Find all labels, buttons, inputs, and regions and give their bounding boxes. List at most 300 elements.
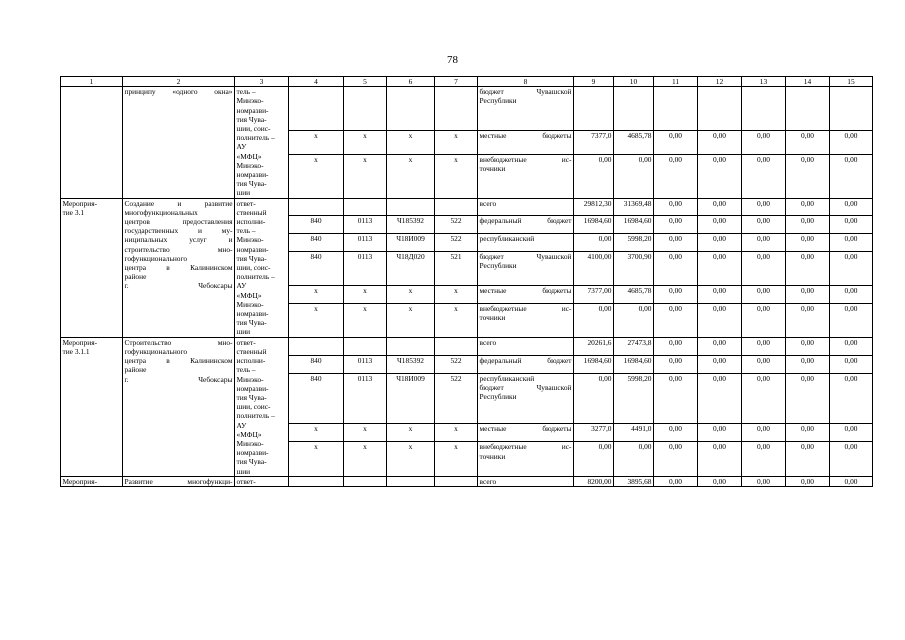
cell-c8 [478, 216, 574, 234]
cell-c9: 0,00 [574, 234, 614, 252]
cell-line: г. Чебоксары [124, 281, 233, 291]
cell-line: тия Чува- [236, 392, 267, 402]
cell-c10: 5998,20 [614, 373, 654, 424]
cell-line: бюджет Чувашской [479, 87, 572, 97]
cell-c8 [478, 285, 574, 303]
cell-c13: 0,00 [742, 131, 786, 154]
cell-line: номразви- [236, 383, 269, 393]
cell-line: «МФЦ» [236, 429, 262, 439]
cell-c9: 0,00 [574, 373, 614, 424]
cell-c7 [435, 198, 478, 216]
cell-line: Республики [479, 96, 517, 106]
cell-c15: 0,00 [830, 285, 873, 303]
cell-c8 [478, 303, 574, 337]
cell-c4 [289, 198, 344, 216]
cell-line: тия Чува- [236, 114, 267, 124]
cell-c10: 4491,0 [614, 424, 654, 442]
cell-c14: 0,00 [786, 216, 830, 234]
cell-line: Республики [479, 392, 517, 402]
cell-c6: Ч18Д020 [387, 252, 435, 286]
cell-c12: 0,00 [698, 355, 742, 373]
cell-line: местные бюджеты [479, 424, 572, 434]
cell-line: внебюджетные ис- [479, 154, 572, 164]
header-cell-11: 11 [654, 77, 698, 87]
cell-c5: 0113 [344, 373, 387, 424]
cell-line: исполни- [236, 356, 266, 366]
cell-c6: x [387, 442, 435, 476]
cell-c12: 0,00 [698, 154, 742, 198]
cell-line: внебюджетные ис- [479, 442, 572, 452]
cell-c8 [478, 234, 574, 252]
section-next-col1 [61, 476, 123, 486]
cell-c7: 522 [435, 373, 478, 424]
cell-c14: 0,00 [786, 252, 830, 286]
cell-c14: 0,00 [786, 131, 830, 154]
cell-c4: 840 [289, 355, 344, 373]
cell-c10: 16984,60 [614, 216, 654, 234]
cell-line: ниципальных услуг и [124, 235, 233, 245]
cell-line: всего [479, 476, 497, 486]
cell-c9 [574, 87, 614, 131]
cell-c7: x [435, 154, 478, 198]
cell-line: строительство мно- [124, 244, 233, 254]
cell-c8 [478, 131, 574, 154]
cell-c11: 0,00 [654, 476, 698, 486]
header-cell-6: 6 [387, 77, 435, 87]
cell-c9: 0,00 [574, 303, 614, 337]
cell-c8 [478, 442, 574, 476]
cell-line: тие 3.1.1 [62, 346, 90, 356]
cell-line: точники [479, 451, 506, 461]
cell-c6: x [387, 131, 435, 154]
cell-c12: 0,00 [698, 285, 742, 303]
cell-c13: 0,00 [742, 373, 786, 424]
cell-line: республиканский [479, 234, 535, 244]
cell-c4 [289, 337, 344, 355]
cell-c9: 20261,6 [574, 337, 614, 355]
cell-c8 [478, 154, 574, 198]
cell-c13: 0,00 [742, 234, 786, 252]
cell-line: районе [124, 272, 147, 282]
cell-line: шии, соис- [236, 124, 271, 134]
section-prev-col1 [61, 87, 123, 198]
cell-c13: 0,00 [742, 424, 786, 442]
cell-c13: 0,00 [742, 303, 786, 337]
cell-c12: 0,00 [698, 476, 742, 486]
cell-line: «МФЦ» [236, 151, 262, 161]
cell-c13: 0,00 [742, 198, 786, 216]
cell-c5 [344, 476, 387, 486]
header-cell-5: 5 [344, 77, 387, 87]
cell-c13 [742, 87, 786, 131]
cell-line: всего [479, 337, 497, 347]
cell-line: федеральный бюджет [479, 355, 572, 365]
section-m311-col3 [235, 337, 289, 476]
cell-c8 [478, 355, 574, 373]
cell-c10: 4685,78 [614, 131, 654, 154]
cell-line: центров предоставления [124, 217, 233, 227]
cell-c12: 0,00 [698, 373, 742, 424]
cell-c10: 4685,78 [614, 285, 654, 303]
cell-c14: 0,00 [786, 373, 830, 424]
cell-c8 [478, 476, 574, 486]
cell-c13: 0,00 [742, 442, 786, 476]
section-m311-col1 [61, 337, 123, 476]
cell-c10: 3700,90 [614, 252, 654, 286]
cell-c15 [830, 87, 873, 131]
cell-c15: 0,00 [830, 154, 873, 198]
section-m311-col2 [123, 337, 235, 476]
cell-c9: 4100,00 [574, 252, 614, 286]
cell-line: гофункционального [124, 346, 188, 356]
cell-c5 [344, 87, 387, 131]
cell-c7: x [435, 442, 478, 476]
cell-c12: 0,00 [698, 303, 742, 337]
cell-line: точники [479, 312, 506, 322]
cell-line: гофункционального [124, 253, 188, 263]
cell-c6: Ч185392 [387, 216, 435, 234]
cell-c11: 0,00 [654, 337, 698, 355]
cell-c6 [387, 476, 435, 486]
cell-c14: 0,00 [786, 442, 830, 476]
cell-c11: 0,00 [654, 373, 698, 424]
cell-c5 [344, 337, 387, 355]
cell-c12: 0,00 [698, 424, 742, 442]
cell-c15: 0,00 [830, 337, 873, 355]
cell-c4: x [289, 442, 344, 476]
cell-c9: 8200,00 [574, 476, 614, 486]
cell-c5: 0113 [344, 252, 387, 286]
cell-c4 [289, 476, 344, 486]
cell-line: тие 3.1 [62, 207, 85, 217]
cell-line: районе [124, 365, 147, 375]
cell-line: бюджет Чувашской [479, 252, 572, 262]
cell-c14 [786, 87, 830, 131]
cell-line: тия Чува- [236, 179, 267, 189]
cell-line: шии [236, 327, 251, 337]
cell-line: номразви- [236, 309, 269, 319]
cell-line: тия Чува- [236, 457, 267, 467]
cell-c6 [387, 337, 435, 355]
cell-c11: 0,00 [654, 198, 698, 216]
cell-c7 [435, 476, 478, 486]
cell-c12: 0,00 [698, 216, 742, 234]
cell-c15: 0,00 [830, 234, 873, 252]
cell-line: Минэко- [236, 299, 264, 309]
cell-c9: 0,00 [574, 442, 614, 476]
cell-line: всего [479, 198, 497, 208]
cell-c15: 0,00 [830, 303, 873, 337]
table-row [61, 476, 873, 486]
cell-c9: 3277,0 [574, 424, 614, 442]
cell-c12: 0,00 [698, 198, 742, 216]
cell-c9: 7377,00 [574, 285, 614, 303]
cell-c9: 29812,30 [574, 198, 614, 216]
cell-c12 [698, 87, 742, 131]
cell-c15: 0,00 [830, 216, 873, 234]
page-number: 78 [447, 54, 458, 66]
cell-c4: 840 [289, 252, 344, 286]
cell-c5: x [344, 131, 387, 154]
cell-c5: 0113 [344, 216, 387, 234]
section-m31-col3 [235, 198, 289, 337]
cell-line: номразви- [236, 105, 269, 115]
cell-c15: 0,00 [830, 252, 873, 286]
cell-c14: 0,00 [786, 337, 830, 355]
cell-line: АУ [236, 281, 247, 291]
cell-line: Мероприя- [62, 198, 98, 208]
cell-c11: 0,00 [654, 234, 698, 252]
cell-line: ответ- [236, 337, 256, 347]
cell-c5: x [344, 442, 387, 476]
cell-c13: 0,00 [742, 216, 786, 234]
cell-c6 [387, 198, 435, 216]
section-next-col2 [123, 476, 235, 486]
cell-c14: 0,00 [786, 198, 830, 216]
cell-line: бюджет Чувашской [479, 382, 572, 392]
cell-c10: 31369,48 [614, 198, 654, 216]
cell-c6: Ч18И009 [387, 234, 435, 252]
header-cell-15: 15 [830, 77, 873, 87]
cell-line: местные бюджеты [479, 131, 572, 141]
cell-c6: x [387, 154, 435, 198]
cell-line: федеральный бюджет [479, 216, 572, 226]
cell-c13: 0,00 [742, 476, 786, 486]
cell-line: Республики [479, 261, 517, 271]
cell-line: Мероприя- [62, 476, 98, 486]
cell-c14: 0,00 [786, 234, 830, 252]
table-row [61, 337, 873, 355]
cell-line: Строительство мно- [124, 337, 233, 347]
cell-line: местные бюджеты [479, 285, 572, 295]
cell-c13: 0,00 [742, 252, 786, 286]
section-prev-col3 [235, 87, 289, 198]
cell-c6 [387, 87, 435, 131]
cell-line: АУ [236, 420, 247, 430]
header-cell-4: 4 [289, 77, 344, 87]
cell-c6: Ч18И009 [387, 373, 435, 424]
cell-line: шии [236, 466, 251, 476]
cell-c4: x [289, 303, 344, 337]
cell-c5: x [344, 154, 387, 198]
cell-c11 [654, 87, 698, 131]
cell-c13: 0,00 [742, 154, 786, 198]
cell-line: АУ [236, 142, 247, 152]
cell-c10 [614, 87, 654, 131]
cell-line: «МФЦ» [236, 290, 262, 300]
cell-c13: 0,00 [742, 285, 786, 303]
section-next-col3 [235, 476, 289, 486]
cell-line: полнитель – [236, 411, 275, 421]
cell-c11: 0,00 [654, 131, 698, 154]
cell-line: ственный [236, 346, 267, 356]
cell-c7: 521 [435, 252, 478, 286]
cell-line: тель – [236, 87, 256, 97]
cell-c5: 0113 [344, 355, 387, 373]
cell-c11: 0,00 [654, 442, 698, 476]
cell-line: тель – [236, 365, 256, 375]
cell-line: принципу «одного окна» [124, 87, 233, 97]
header-cell-1: 1 [61, 77, 123, 87]
cell-line: ответ- [236, 198, 256, 208]
cell-c9: 0,00 [574, 154, 614, 198]
cell-c10: 16984,60 [614, 355, 654, 373]
cell-c11: 0,00 [654, 216, 698, 234]
cell-c13: 0,00 [742, 355, 786, 373]
cell-c4: x [289, 285, 344, 303]
cell-line: номразви- [236, 170, 269, 180]
cell-c5: x [344, 285, 387, 303]
cell-c15: 0,00 [830, 355, 873, 373]
cell-c7: 522 [435, 234, 478, 252]
cell-line: исполни- [236, 217, 266, 227]
cell-line: Мероприя- [62, 337, 98, 347]
cell-c11: 0,00 [654, 303, 698, 337]
cell-line: Минэко- [236, 438, 264, 448]
cell-c4: x [289, 424, 344, 442]
cell-line: номразви- [236, 244, 269, 254]
cell-c7 [435, 87, 478, 131]
cell-c11: 0,00 [654, 154, 698, 198]
cell-line: государственных и му- [124, 226, 233, 236]
cell-line: шии, соис- [236, 402, 271, 412]
cell-c6: x [387, 303, 435, 337]
cell-c10: 3895,68 [614, 476, 654, 486]
cell-c8 [478, 337, 574, 355]
cell-line: республиканский [479, 373, 535, 383]
cell-c11: 0,00 [654, 285, 698, 303]
cell-c15: 0,00 [830, 442, 873, 476]
cell-c7: x [435, 424, 478, 442]
cell-line: тель – [236, 226, 256, 236]
cell-line: тия Чува- [236, 318, 267, 328]
cell-line: многофункциональных [124, 207, 198, 217]
cell-c14: 0,00 [786, 424, 830, 442]
cell-c11: 0,00 [654, 252, 698, 286]
cell-c15: 0,00 [830, 198, 873, 216]
cell-c4: 840 [289, 234, 344, 252]
cell-line: ответ- [236, 476, 256, 486]
cell-c12: 0,00 [698, 234, 742, 252]
cell-c8 [478, 424, 574, 442]
cell-c4: x [289, 154, 344, 198]
cell-c13: 0,00 [742, 337, 786, 355]
cell-c7: 522 [435, 355, 478, 373]
cell-line: точники [479, 163, 506, 173]
header-cell-2: 2 [123, 77, 235, 87]
cell-c8 [478, 373, 574, 424]
cell-c9: 7377,0 [574, 131, 614, 154]
cell-line: ственный [236, 207, 267, 217]
header-cell-14: 14 [786, 77, 830, 87]
cell-line: центра в Калининском [124, 263, 233, 273]
cell-c15: 0,00 [830, 476, 873, 486]
cell-c4 [289, 87, 344, 131]
cell-c6: Ч185392 [387, 355, 435, 373]
cell-c7 [435, 337, 478, 355]
section-m31-col1 [61, 198, 123, 337]
header-cell-8: 8 [478, 77, 574, 87]
cell-c4: 840 [289, 216, 344, 234]
header-cell-3: 3 [235, 77, 289, 87]
header-cell-9: 9 [574, 77, 614, 87]
cell-c14: 0,00 [786, 154, 830, 198]
budget-table [60, 76, 873, 487]
cell-line: номразви- [236, 448, 269, 458]
cell-line: полнитель – [236, 133, 275, 143]
cell-c7: x [435, 285, 478, 303]
cell-c15: 0,00 [830, 424, 873, 442]
cell-c9: 16984,60 [574, 355, 614, 373]
header-cell-12: 12 [698, 77, 742, 87]
cell-line: Развитие многофункци- [124, 476, 233, 486]
cell-line: Минэко- [236, 96, 264, 106]
cell-c9: 16984,60 [574, 216, 614, 234]
cell-line: Минэко- [236, 235, 264, 245]
cell-c7: x [435, 303, 478, 337]
cell-c4: 840 [289, 373, 344, 424]
cell-c14: 0,00 [786, 476, 830, 486]
cell-c5: x [344, 303, 387, 337]
cell-c11: 0,00 [654, 424, 698, 442]
cell-c14: 0,00 [786, 355, 830, 373]
cell-c10: 0,00 [614, 154, 654, 198]
cell-c7: 522 [435, 216, 478, 234]
cell-line: г. Чебоксары [124, 374, 233, 384]
header-row [61, 77, 873, 87]
cell-c5: x [344, 424, 387, 442]
cell-c14: 0,00 [786, 303, 830, 337]
cell-line: центра в Калининском [124, 356, 233, 366]
cell-c10: 5998,20 [614, 234, 654, 252]
cell-line: тия Чува- [236, 253, 267, 263]
header-cell-13: 13 [742, 77, 786, 87]
cell-line: полнитель – [236, 272, 275, 282]
header-cell-10: 10 [614, 77, 654, 87]
cell-c12: 0,00 [698, 252, 742, 286]
cell-c7: x [435, 131, 478, 154]
cell-c14: 0,00 [786, 285, 830, 303]
cell-line: Создание и развитие [124, 198, 233, 208]
cell-c12: 0,00 [698, 442, 742, 476]
table-row [61, 198, 873, 216]
cell-c10: 27473,8 [614, 337, 654, 355]
cell-line: шии [236, 188, 251, 198]
cell-c5 [344, 198, 387, 216]
cell-c15: 0,00 [830, 373, 873, 424]
cell-c4: x [289, 131, 344, 154]
cell-c15: 0,00 [830, 131, 873, 154]
cell-line: шии, соис- [236, 263, 271, 273]
cell-c8 [478, 87, 574, 131]
cell-c11: 0,00 [654, 355, 698, 373]
cell-c10: 0,00 [614, 303, 654, 337]
cell-c5: 0113 [344, 234, 387, 252]
cell-c6: x [387, 285, 435, 303]
cell-line: Минэко- [236, 374, 264, 384]
section-m31-col2 [123, 198, 235, 337]
cell-c10: 0,00 [614, 442, 654, 476]
cell-c6: x [387, 424, 435, 442]
header-cell-7: 7 [435, 77, 478, 87]
cell-line: Минэко- [236, 160, 264, 170]
cell-c8 [478, 198, 574, 216]
section-prev-col2 [123, 87, 235, 198]
cell-c12: 0,00 [698, 337, 742, 355]
cell-c12: 0,00 [698, 131, 742, 154]
cell-c8 [478, 252, 574, 286]
cell-line: внебюджетные ис- [479, 303, 572, 313]
